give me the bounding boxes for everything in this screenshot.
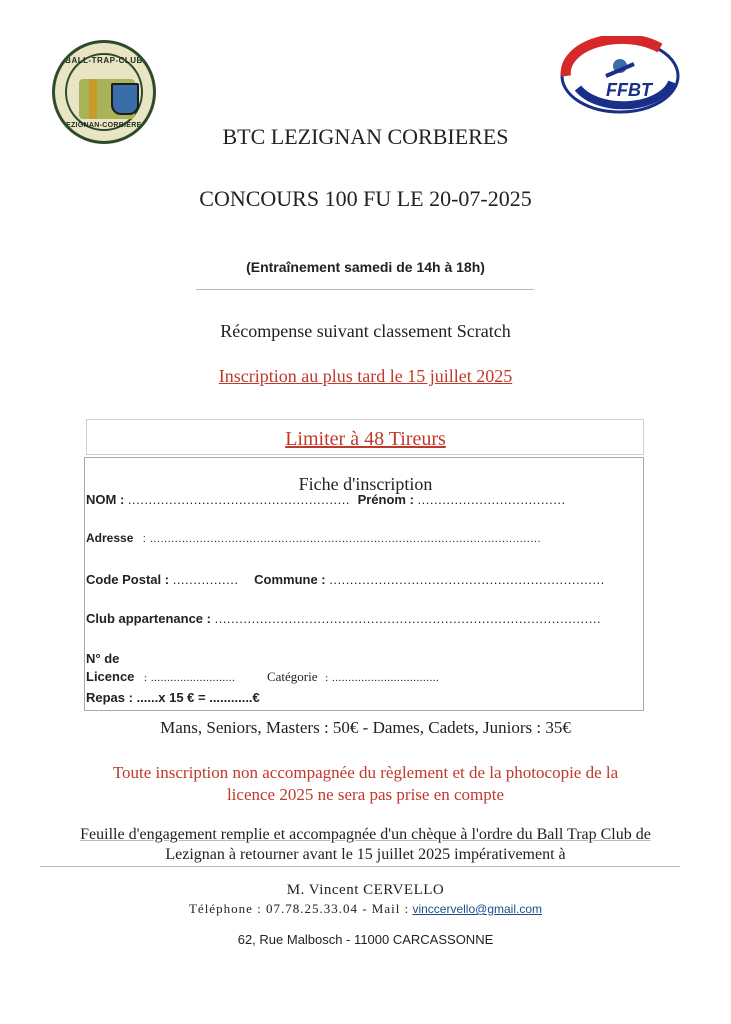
instructions-line-2: Lezignan à retourner avant le 15 juillet 2025 impérativement à (165, 846, 566, 863)
code-postal-label: Code Postal : (86, 572, 170, 587)
prenom-label: Prénom : (357, 492, 414, 507)
contact-line (0, 901, 731, 917)
adresse-row (86, 531, 541, 545)
nom-row (86, 492, 566, 507)
logo-bottom-text: LEZIGNAN-CORBIERES (61, 122, 147, 129)
divider (40, 866, 680, 867)
licence-field[interactable]: : .......................... (144, 672, 236, 684)
shooter-icon (89, 79, 97, 119)
contact-name: M. Vincent CERVELLO (286, 882, 445, 898)
nom-field[interactable]: ...................................................... (127, 492, 350, 507)
event-title: CONCOURS 100 FU LE 20-07-2025 (199, 186, 532, 211)
adresse-label: Adresse (86, 531, 134, 545)
club-field[interactable]: .............................................................................................. (214, 611, 602, 626)
commune-field[interactable]: ................................................................... (329, 572, 605, 587)
repas-row[interactable]: Repas : ......x 15 € = ............€ (86, 690, 260, 705)
warning-line-2: licence 2025 ne sera pas prise en compte (226, 785, 505, 804)
club-name: BTC LEZIGNAN CORBIERES (222, 124, 509, 149)
warning-line-1: Toute inscription non accompagnée du règlement et de la photocopie de la (112, 763, 619, 782)
club-row (86, 611, 601, 626)
prenom-field[interactable]: .................................... (417, 492, 566, 507)
nom-label: NOM : (86, 492, 125, 507)
club-label: Club appartenance : (86, 611, 211, 626)
licence-label-line1: N° de (86, 651, 120, 666)
licence-label: Licence (86, 669, 135, 684)
email-link[interactable]: vinccervello@gmail.com (412, 902, 543, 916)
contact-address: 62, Rue Malbosch - 11000 CARCASSONNE (237, 932, 494, 947)
ffbt-text: FFBT (606, 80, 652, 100)
commune-label: Commune : (254, 572, 326, 587)
code-postal-field[interactable]: ................ (172, 572, 239, 587)
logo-top-text: BALL-TRAP-CLUB (65, 56, 143, 65)
ffbt-logo-graphic (560, 36, 684, 114)
cp-commune-row (86, 572, 605, 587)
categorie-field[interactable]: : ................................. (325, 672, 440, 684)
ffbt-logo (560, 36, 684, 114)
form-title: Fiche d'inscription (298, 474, 433, 494)
reward-text: Récompense suivant classement Scratch (220, 321, 511, 341)
licence-row (86, 669, 439, 685)
deadline-text: Inscription au plus tard le 15 juillet 2025 (218, 366, 513, 386)
instructions-line-1: Feuille d'engagement remplie et accompagnée d'un chèque à l'ordre du Ball Trap Club de (80, 826, 651, 843)
pricing-text: Mans, Seniors, Masters : 50€ - Dames, Cadets, Juniors : 35€ (160, 718, 571, 737)
divider (196, 289, 534, 290)
adresse-field[interactable]: : .............................................................................................................. (142, 533, 542, 545)
shield-icon (111, 83, 139, 115)
training-schedule: (Entraînement samedi de 14h à 18h) (246, 259, 485, 275)
limit-text: Limiter à 48 Tireurs (285, 428, 446, 450)
categorie-label: Catégorie (266, 669, 318, 684)
phone-text: Téléphone : 07.78.25.33.04 - Mail : (188, 901, 410, 916)
